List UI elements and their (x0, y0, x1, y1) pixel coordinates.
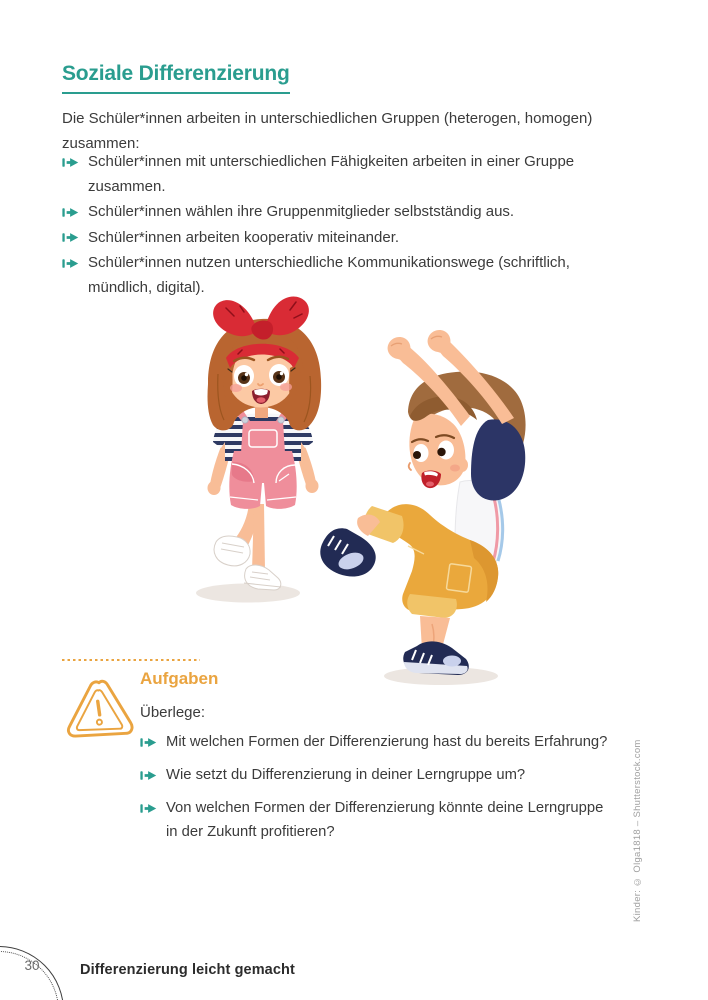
boy-figure (320, 330, 525, 685)
girl-figure (196, 296, 321, 602)
children-dancing-illustration (58, 284, 560, 696)
tasks-divider-dashed-line (62, 659, 200, 661)
main-bullet-list (62, 150, 620, 302)
arrow-bullet-icon (140, 770, 157, 781)
list-item-text: Von welchen Formen der Differenzierung könnte deine Lerngruppe in der Zukunft profitieren? (166, 800, 604, 840)
list-item-text: Schüler*innen arbeiten kooperativ miteinander. (88, 228, 400, 246)
tasks-lead: Überlege: (140, 704, 206, 721)
list-item-text: Schüler*innen wählen ihre Gruppenmitglieder selbstständig aus. (88, 203, 515, 221)
intro-paragraph: Die Schüler*innen arbeiten in unterschiedlichen Gruppen (heterogen, homogen) zusammen: (62, 110, 593, 152)
arrow-bullet-icon (140, 737, 157, 748)
footer-book-title: Differenzierung leicht gemacht (80, 962, 295, 978)
arrow-bullet-icon (62, 232, 79, 243)
page-number-circle (0, 946, 64, 1000)
arrow-bullet-icon (62, 258, 79, 269)
image-credit: Kinder: © Olga1818 – Shutterstock.com (632, 739, 643, 922)
list-item-text: Schüler*innen mit unterschiedlichen Fähigkeiten arbeiten in einer Gruppe zusammen. (88, 153, 575, 195)
arrow-bullet-icon (62, 157, 79, 168)
list-item (62, 226, 620, 251)
list-item (140, 796, 614, 844)
list-item (140, 730, 614, 754)
arrow-bullet-icon (62, 207, 79, 218)
warning-triangle-icon (62, 676, 136, 749)
list-item (140, 763, 614, 787)
list-item (62, 150, 620, 199)
list-item-text: Wie setzt du Differenzierung in deiner Lerngruppe um? (166, 767, 526, 783)
page-number: 30 (24, 958, 40, 973)
tasks-bullet-list (140, 730, 614, 853)
arrow-bullet-icon (140, 803, 157, 814)
tasks-heading: Aufgaben (140, 669, 219, 688)
list-item-text: Mit welchen Formen der Differenzierung hast du bereits Erfahrung? (166, 734, 608, 750)
page-title: Soziale Differenzierung (62, 62, 290, 94)
list-item-text: Schüler*innen nutzen unterschiedliche Kommunikationswege (schriftlich, mündlich, digital). (88, 254, 570, 296)
list-item (62, 200, 620, 225)
girl-shadow (196, 584, 300, 603)
